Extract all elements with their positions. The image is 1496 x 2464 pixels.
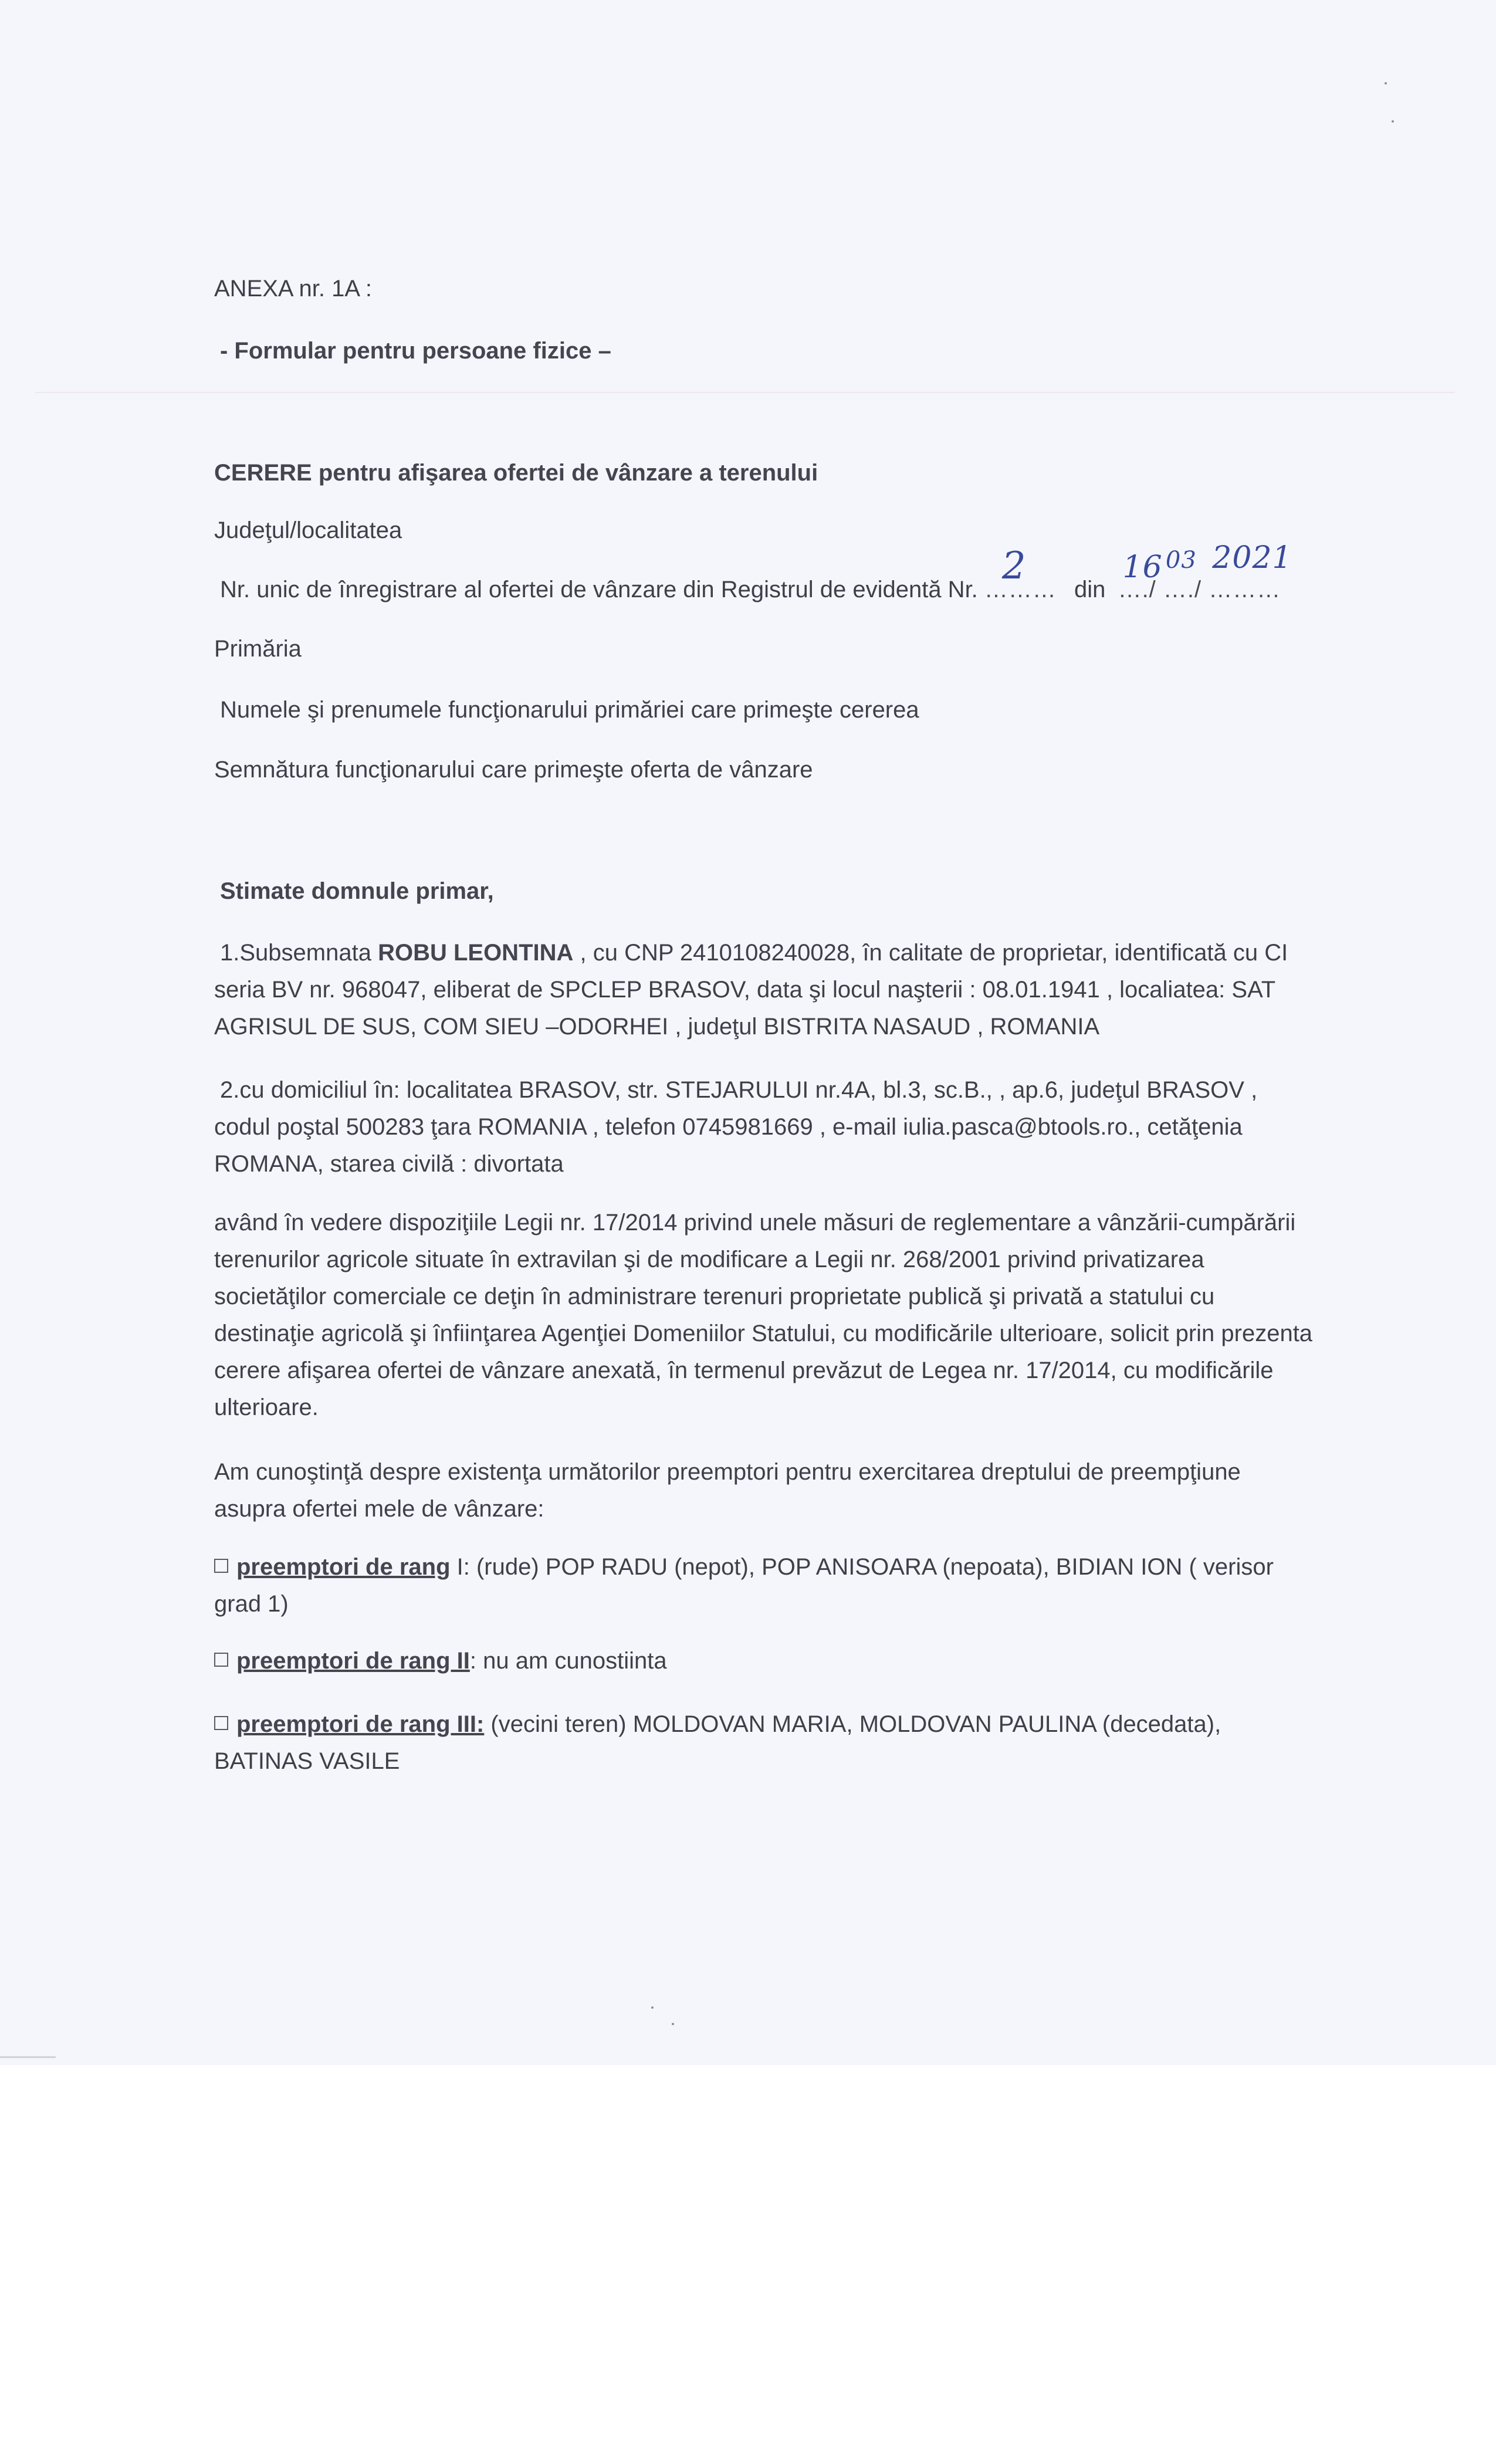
city-hall-label: Primăria (214, 636, 302, 662)
checkbox-icon[interactable] (214, 1716, 228, 1730)
applicant-name: ROBU LEONTINA (378, 940, 574, 966)
applicant-address-paragraph: 2.cu domiciliul în: localitatea BRASOV, str. STEJARULUI nr.4A, bl.3, sc.B., , ap.6, judeţul BRASOV , codul poştal 500283 ţara ROMANIA , telefon 0745981669 , e-mail iulia.pasca@btools.ro., cetăţenia ROMANA, starea civilă : divortata (214, 1077, 1258, 1177)
annex-number: ANEXA nr. 1A : (214, 276, 373, 302)
rank-3-label: preemptori de rang III: (236, 1711, 485, 1737)
date-day-field: …./ 16 (1118, 550, 1163, 603)
preemptors-intro-paragraph: Am cunoştinţă despre existenţa următorilor preemptori pentru exercitarea dreptului de preempţiune asupra ofertei mele de vânzare: (214, 1459, 1241, 1522)
rank-2-label: preemptori de rang II (236, 1648, 470, 1674)
scan-edge-mark (0, 2056, 56, 2058)
date-day-handwritten: 16 (1122, 550, 1163, 585)
scan-speck (651, 2006, 654, 2009)
form-type-heading: - Formular pentru persoane fizice – (220, 338, 611, 364)
preemptors-rank-2: preemptori de rang II: nu am cunostiinta (214, 1643, 1317, 1680)
date-month-handwritten: 03 (1165, 547, 1197, 574)
checkbox-icon[interactable] (214, 1559, 228, 1573)
date-year-field: ……… 2021 (1209, 540, 1292, 603)
date-month-field: …./ 03 (1163, 547, 1202, 603)
checkbox-icon[interactable] (214, 1653, 228, 1667)
registry-number-line (220, 540, 1292, 603)
registry-label: Nr. unic de înregistrare al ofertei de vânzare din Registrul de evidentă Nr. (220, 577, 978, 603)
scan-speck (672, 2023, 674, 2025)
applicant-identity-paragraph: 1.Subsemnata ROBU LEONTINA , cu CNP 2410108240028, în calitate de proprietar, identificată cu CI seria BV nr. 968047, eliberat de SPCLEP BRASOV, data şi locul naşterii : 08.01.1941 , localiatea: SAT AGRISUL DE SUS, COM SIEU –ODORHEI , judeţul BISTRITA NASAUD , ROMANIA (214, 940, 1288, 1040)
county-label: Judeţul/localitatea (214, 517, 402, 543)
salutation: Stimate domnule primar, (220, 878, 494, 904)
registry-dots: ……… 2 (984, 544, 1057, 603)
preemptors-rank-3: preemptori de rang III: (vecini teren) MOLDOVAN MARIA, MOLDOVAN PAULINA (decedata), BATINAS VASILE (214, 1711, 1221, 1774)
rank-1-label: preemptori de rang (236, 1554, 451, 1580)
scan-speck (1392, 120, 1394, 123)
clerk-name-label: Numele şi prenumele funcţionarului primăriei care primeşte cererea (220, 697, 919, 723)
request-title: CERERE pentru afişarea ofertei de vânzare a terenului (214, 460, 818, 486)
date-label: din (1074, 577, 1106, 603)
registry-number-handwritten: 2 (1001, 544, 1027, 588)
date-year-handwritten: 2021 (1212, 540, 1292, 576)
clerk-signature-label: Semnătura funcţionarului care primeşte oferta de vânzare (214, 757, 813, 783)
scan-speck (1385, 82, 1387, 84)
preemptors-rank-1: preemptori de rang I: (rude) POP RADU (nepot), POP ANISOARA (nepoata), BIDIAN ION ( verisor grad 1) (214, 1554, 1274, 1617)
legal-basis-paragraph: având în vedere dispoziţiile Legii nr. 17/2014 privind unele măsuri de reglementare a vânzării-cumpărării terenurilor agricole situate în extravilan şi de modificare a Legii nr. 268/2001 privind privatizarea societăţilor comerciale ce deţin în administrare terenuri proprietate publică şi privată a statului cu destinaţie agricolă şi înfiinţarea Agenţiei Domeniilor Statului, cu modificările ulterioare, solicit prin prezenta cerere afişarea ofertei de vânzare anexată, în termenul prevăzut de Legea nr. 17/2014, cu modificările ulterioare. (214, 1210, 1313, 1420)
divider-line (35, 392, 1455, 393)
